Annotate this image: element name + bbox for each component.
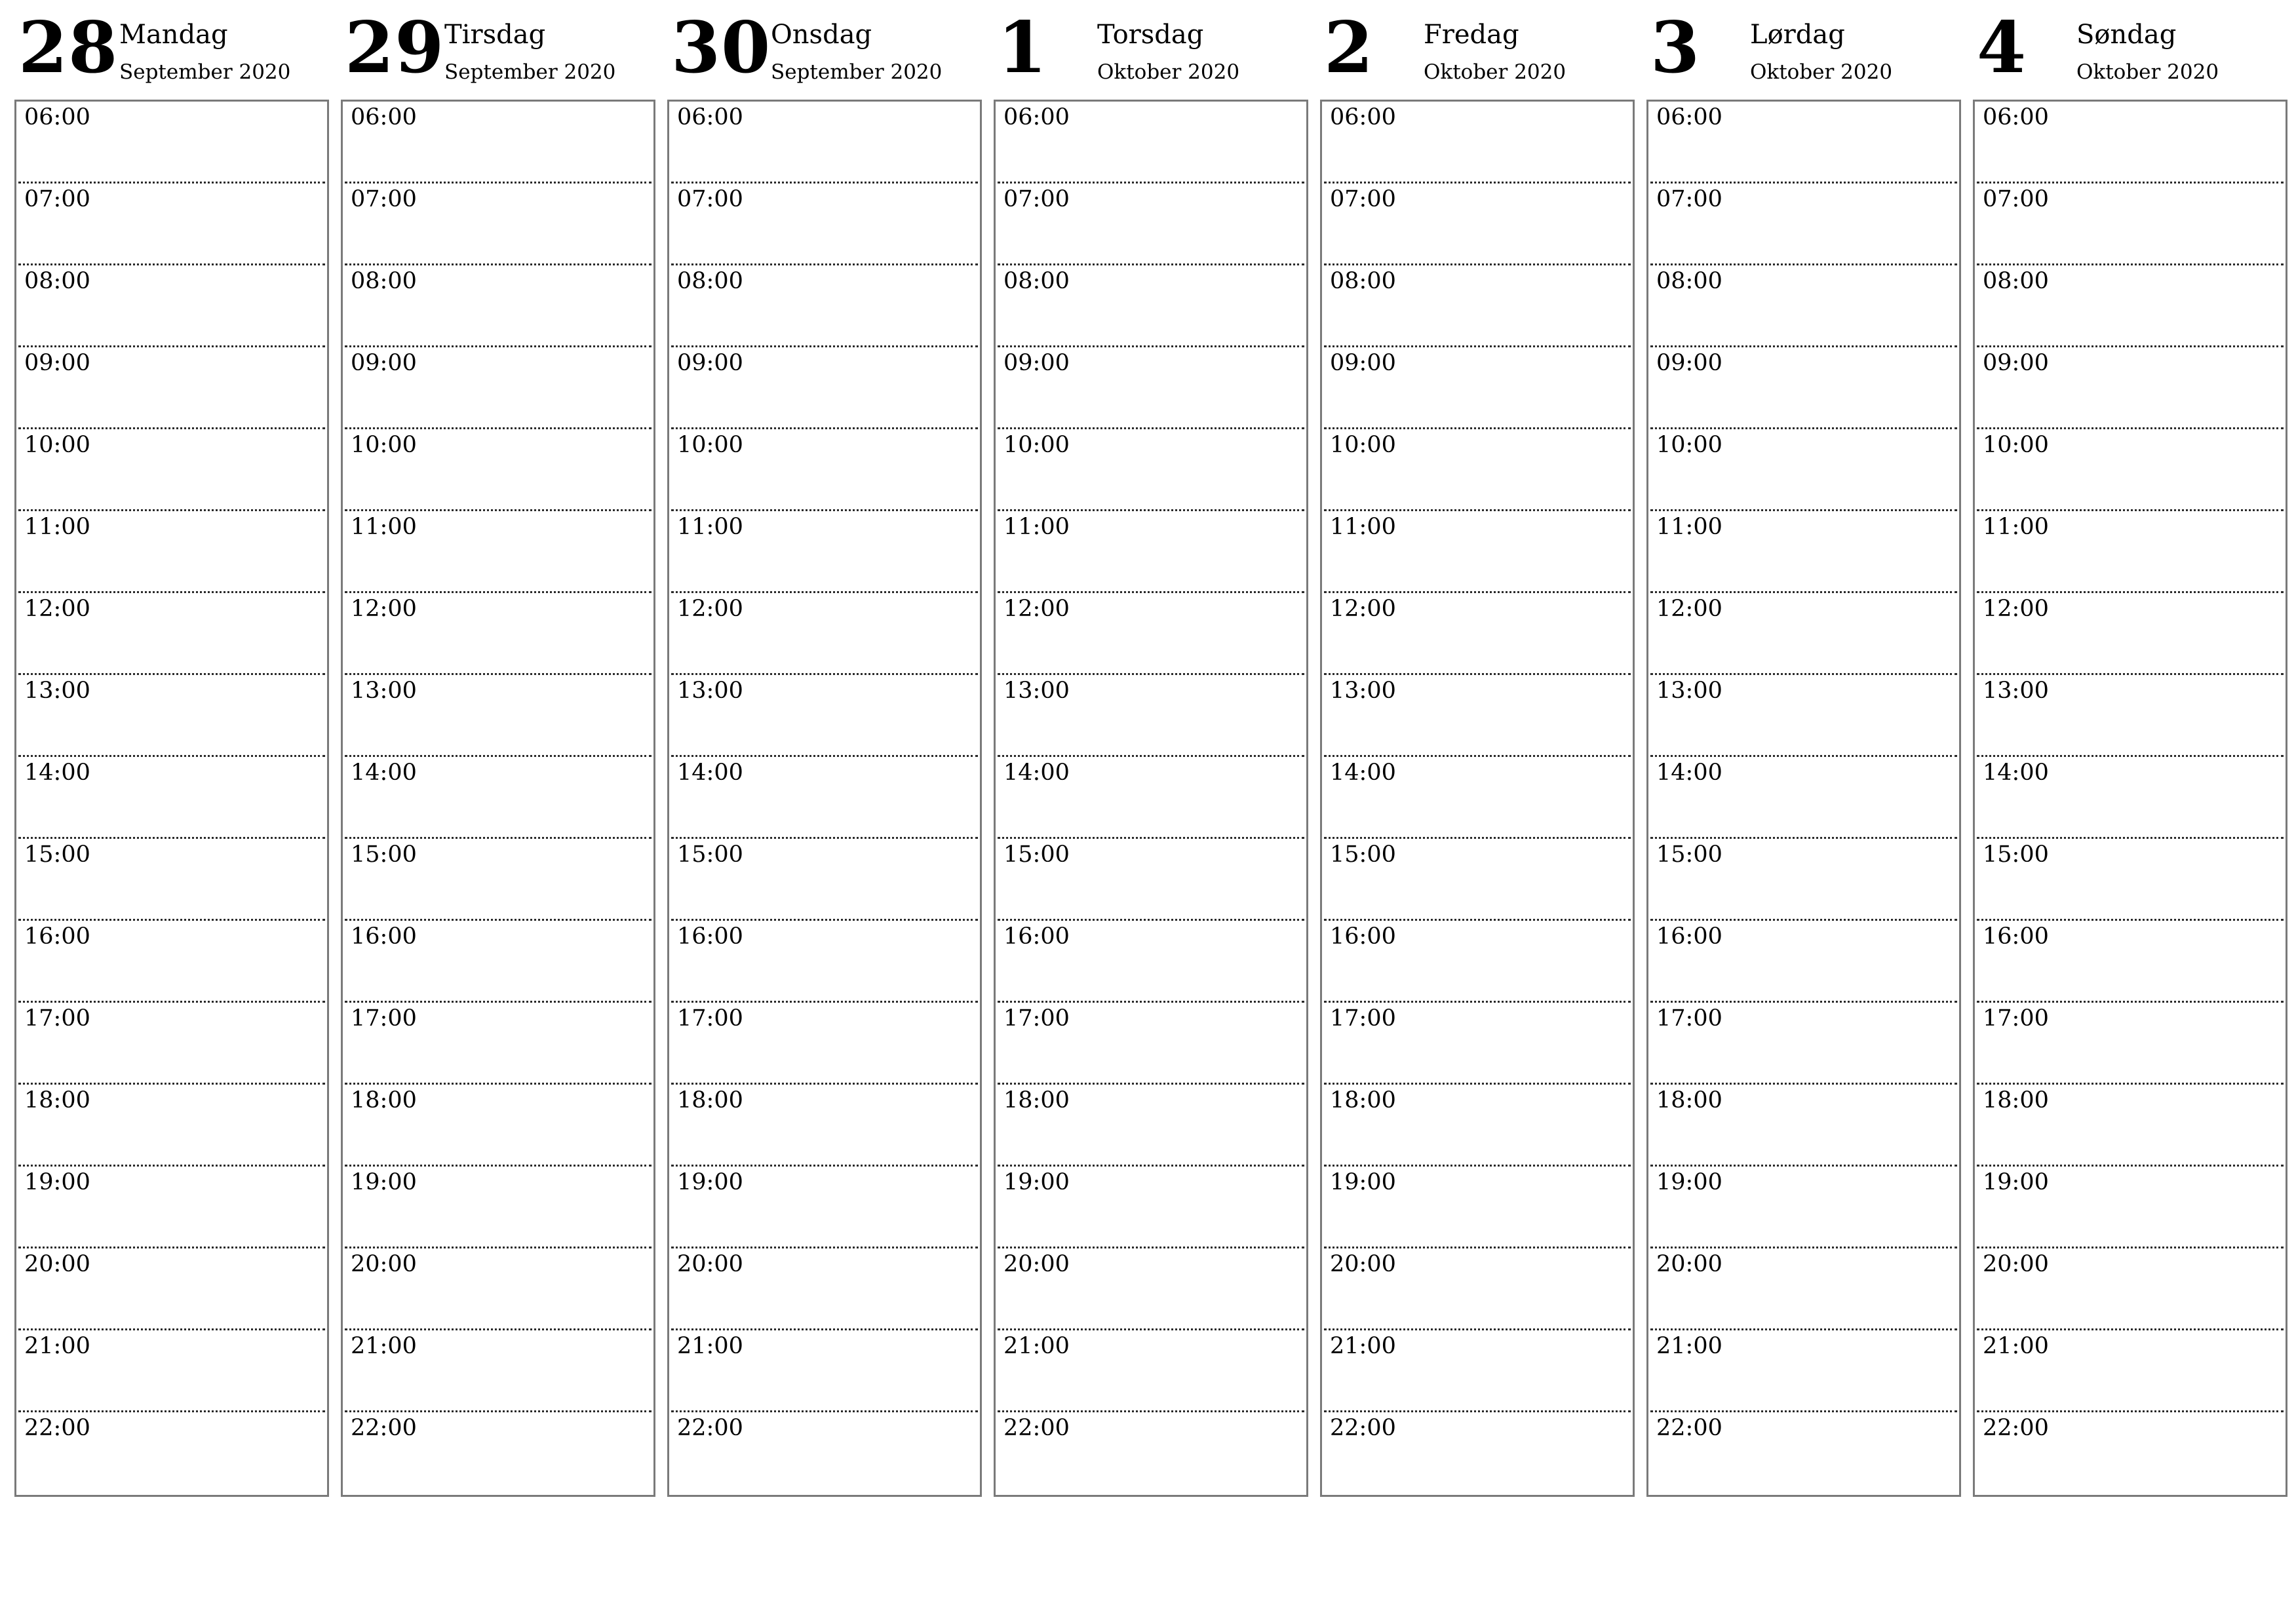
time-slot[interactable] xyxy=(669,921,980,1003)
time-slot[interactable] xyxy=(16,102,327,184)
day-number: 30 xyxy=(671,7,771,89)
time-slot-label: 14:00 xyxy=(24,760,90,786)
time-slot[interactable] xyxy=(1322,511,1633,593)
time-slot-label: 16:00 xyxy=(24,923,90,950)
time-slot-label: 14:00 xyxy=(677,760,743,786)
time-slot[interactable] xyxy=(343,1167,653,1248)
time-slot-label: 09:00 xyxy=(1656,350,1722,376)
time-slot-label: 16:00 xyxy=(1003,923,1070,950)
time-slot-label: 11:00 xyxy=(1656,514,1722,540)
time-slot-label: 10:00 xyxy=(1656,432,1722,458)
time-slot[interactable] xyxy=(1975,1330,2286,1412)
time-slot-label: 19:00 xyxy=(1330,1169,1396,1195)
time-slot-label: 12:00 xyxy=(24,596,90,622)
day-schedule-box xyxy=(1646,100,1961,1497)
time-slot-label: 20:00 xyxy=(677,1251,743,1277)
time-slot-label: 17:00 xyxy=(1003,1005,1070,1032)
time-slot[interactable] xyxy=(1648,102,1959,184)
time-slot[interactable] xyxy=(343,921,653,1003)
time-slot[interactable] xyxy=(1648,593,1959,675)
time-slot[interactable] xyxy=(1648,1412,1959,1494)
time-slot-label: 22:00 xyxy=(1330,1415,1396,1441)
time-slot[interactable] xyxy=(1322,429,1633,511)
day-weekday: Mandag xyxy=(119,20,228,50)
time-slot[interactable] xyxy=(16,429,327,511)
day-header xyxy=(994,0,1307,98)
day-number: 4 xyxy=(1977,7,2027,89)
time-slot-label: 07:00 xyxy=(1003,186,1070,212)
time-slot-label: 08:00 xyxy=(1983,268,2049,294)
time-slot-label: 17:00 xyxy=(677,1005,743,1032)
day-weekday: Tirsdag xyxy=(444,20,546,50)
time-slot-label: 18:00 xyxy=(677,1087,743,1113)
day-schedule-box xyxy=(341,100,655,1497)
time-slot-label: 07:00 xyxy=(351,186,417,212)
time-slot-label: 18:00 xyxy=(1983,1087,2049,1113)
time-slot[interactable] xyxy=(669,1330,980,1412)
time-slot-label: 12:00 xyxy=(351,596,417,622)
time-slot-label: 09:00 xyxy=(1330,350,1396,376)
time-slot-label: 15:00 xyxy=(24,841,90,868)
time-slot[interactable] xyxy=(996,675,1306,757)
time-slot-label: 08:00 xyxy=(1330,268,1396,294)
time-slot[interactable] xyxy=(16,265,327,347)
time-slot[interactable] xyxy=(996,347,1306,429)
time-slot[interactable] xyxy=(1975,1248,2286,1330)
time-slot-label: 09:00 xyxy=(1983,350,2049,376)
time-slot-label: 10:00 xyxy=(1330,432,1396,458)
time-slot[interactable] xyxy=(16,593,327,675)
time-slot-label: 16:00 xyxy=(677,923,743,950)
time-slot-label: 15:00 xyxy=(677,841,743,868)
time-slot-label: 15:00 xyxy=(1330,841,1396,868)
time-slot-label: 12:00 xyxy=(677,596,743,622)
time-slot-label: 16:00 xyxy=(1656,923,1722,950)
day-schedule-box xyxy=(14,100,329,1497)
time-slot[interactable] xyxy=(1648,1003,1959,1085)
time-slot[interactable] xyxy=(996,102,1306,184)
time-slot-label: 20:00 xyxy=(1003,1251,1070,1277)
time-slot-label: 18:00 xyxy=(351,1087,417,1113)
day-month: September 2020 xyxy=(119,60,291,84)
time-slot[interactable] xyxy=(996,1412,1306,1494)
time-slot-label: 19:00 xyxy=(677,1169,743,1195)
time-slot[interactable] xyxy=(1322,102,1633,184)
time-slot[interactable] xyxy=(1648,347,1959,429)
time-slot-label: 07:00 xyxy=(1656,186,1722,212)
time-slot-label: 14:00 xyxy=(351,760,417,786)
time-slot-label: 06:00 xyxy=(1003,104,1070,130)
day-month: Oktober 2020 xyxy=(1750,60,1893,84)
time-slot[interactable] xyxy=(343,1330,653,1412)
time-slot[interactable] xyxy=(1648,757,1959,839)
time-slot-label: 11:00 xyxy=(24,514,90,540)
time-slot[interactable] xyxy=(1648,184,1959,265)
time-slot[interactable] xyxy=(1648,921,1959,1003)
time-slot[interactable] xyxy=(1975,757,2286,839)
time-slot[interactable] xyxy=(996,429,1306,511)
time-slot-label: 06:00 xyxy=(1330,104,1396,130)
time-slot[interactable] xyxy=(343,839,653,921)
time-slot-label: 18:00 xyxy=(1330,1087,1396,1113)
time-slot-label: 14:00 xyxy=(1983,760,2049,786)
time-slot-label: 22:00 xyxy=(1983,1415,2049,1441)
time-slot-label: 21:00 xyxy=(677,1333,743,1359)
time-slot[interactable] xyxy=(16,1412,327,1494)
time-slot-label: 15:00 xyxy=(351,841,417,868)
time-slot[interactable] xyxy=(1322,1003,1633,1085)
time-slot-label: 12:00 xyxy=(1003,596,1070,622)
time-slot[interactable] xyxy=(1975,921,2286,1003)
time-slot[interactable] xyxy=(1322,757,1633,839)
time-slot-label: 07:00 xyxy=(677,186,743,212)
time-slot-label: 21:00 xyxy=(24,1333,90,1359)
time-slot-label: 19:00 xyxy=(24,1169,90,1195)
time-slot-label: 17:00 xyxy=(1656,1005,1722,1032)
time-slot-label: 13:00 xyxy=(24,678,90,704)
time-slot-label: 13:00 xyxy=(1983,678,2049,704)
time-slot[interactable] xyxy=(16,921,327,1003)
time-slot-label: 15:00 xyxy=(1983,841,2049,868)
time-slot[interactable] xyxy=(669,1003,980,1085)
time-slot[interactable] xyxy=(996,1085,1306,1167)
time-slot-label: 08:00 xyxy=(1003,268,1070,294)
time-slot[interactable] xyxy=(996,184,1306,265)
time-slot-label: 20:00 xyxy=(1983,1251,2049,1277)
time-slot[interactable] xyxy=(1648,675,1959,757)
time-slot-label: 11:00 xyxy=(351,514,417,540)
time-slot[interactable] xyxy=(996,1003,1306,1085)
time-slot-label: 09:00 xyxy=(677,350,743,376)
time-slot-label: 21:00 xyxy=(1983,1333,2049,1359)
time-slot[interactable] xyxy=(1648,511,1959,593)
time-slot-label: 10:00 xyxy=(24,432,90,458)
time-slot[interactable] xyxy=(1322,593,1633,675)
time-slot[interactable] xyxy=(16,1330,327,1412)
day-weekday: Torsdag xyxy=(1097,20,1204,50)
time-slot-label: 07:00 xyxy=(1983,186,2049,212)
time-slot[interactable] xyxy=(1322,184,1633,265)
day-number: 3 xyxy=(1650,7,1701,89)
time-slot[interactable] xyxy=(16,675,327,757)
day-number: 29 xyxy=(345,7,445,89)
time-slot-label: 13:00 xyxy=(677,678,743,704)
day-weekday: Onsdag xyxy=(771,20,872,50)
time-slot[interactable] xyxy=(1648,1085,1959,1167)
time-slot[interactable] xyxy=(1322,1412,1633,1494)
time-slot-label: 22:00 xyxy=(677,1415,743,1441)
time-slot[interactable] xyxy=(1975,1167,2286,1248)
time-slot[interactable] xyxy=(1322,265,1633,347)
day-month: September 2020 xyxy=(771,60,943,84)
day-schedule-box xyxy=(994,100,1308,1497)
time-slot[interactable] xyxy=(16,1085,327,1167)
time-slot[interactable] xyxy=(996,593,1306,675)
day-schedule-box xyxy=(1320,100,1635,1497)
time-slot-label: 20:00 xyxy=(24,1251,90,1277)
time-slot[interactable] xyxy=(343,265,653,347)
time-slot[interactable] xyxy=(1975,593,2286,675)
time-slot[interactable] xyxy=(16,347,327,429)
time-slot-label: 15:00 xyxy=(1656,841,1722,868)
time-slot[interactable] xyxy=(996,1330,1306,1412)
day-weekday: Søndag xyxy=(2076,20,2177,50)
time-slot-label: 20:00 xyxy=(1656,1251,1722,1277)
time-slot-label: 06:00 xyxy=(24,104,90,130)
day-number: 28 xyxy=(18,7,119,89)
time-slot-label: 13:00 xyxy=(1003,678,1070,704)
time-slot[interactable] xyxy=(669,757,980,839)
time-slot-label: 06:00 xyxy=(1983,104,2049,130)
time-slot-label: 22:00 xyxy=(1656,1415,1722,1441)
time-slot-label: 21:00 xyxy=(1656,1333,1722,1359)
time-slot-label: 11:00 xyxy=(1330,514,1396,540)
time-slot-label: 18:00 xyxy=(1656,1087,1722,1113)
time-slot-label: 09:00 xyxy=(24,350,90,376)
time-slot-label: 21:00 xyxy=(351,1333,417,1359)
time-slot[interactable] xyxy=(669,593,980,675)
time-slot-label: 17:00 xyxy=(1330,1005,1396,1032)
time-slot[interactable] xyxy=(1322,1330,1633,1412)
time-slot-label: 19:00 xyxy=(351,1169,417,1195)
time-slot[interactable] xyxy=(343,1003,653,1085)
time-slot-label: 16:00 xyxy=(1983,923,2049,950)
time-slot-label: 22:00 xyxy=(1003,1415,1070,1441)
time-slot-label: 17:00 xyxy=(24,1005,90,1032)
time-slot-label: 07:00 xyxy=(24,186,90,212)
day-number: 1 xyxy=(998,7,1048,89)
time-slot[interactable] xyxy=(343,593,653,675)
day-weekday: Lørdag xyxy=(1750,20,1845,50)
time-slot[interactable] xyxy=(1322,921,1633,1003)
time-slot[interactable] xyxy=(996,1167,1306,1248)
day-month: Oktober 2020 xyxy=(2076,60,2219,84)
time-slot[interactable] xyxy=(1975,347,2286,429)
time-slot[interactable] xyxy=(669,1085,980,1167)
time-slot-label: 08:00 xyxy=(1656,268,1722,294)
time-slot[interactable] xyxy=(1648,265,1959,347)
time-slot[interactable] xyxy=(1975,839,2286,921)
time-slot-label: 06:00 xyxy=(1656,104,1722,130)
time-slot[interactable] xyxy=(343,675,653,757)
time-slot-label: 17:00 xyxy=(1983,1005,2049,1032)
time-slot[interactable] xyxy=(16,1167,327,1248)
time-slot-label: 12:00 xyxy=(1330,596,1396,622)
time-slot[interactable] xyxy=(16,1248,327,1330)
time-slot[interactable] xyxy=(1648,1248,1959,1330)
time-slot[interactable] xyxy=(669,511,980,593)
time-slot[interactable] xyxy=(1648,429,1959,511)
day-header xyxy=(14,0,328,98)
time-slot[interactable] xyxy=(1322,839,1633,921)
time-slot[interactable] xyxy=(1975,675,2286,757)
time-slot[interactable] xyxy=(1975,1085,2286,1167)
time-slot[interactable] xyxy=(1322,1167,1633,1248)
day-header xyxy=(667,0,981,98)
time-slot[interactable] xyxy=(1322,1248,1633,1330)
time-slot[interactable] xyxy=(1648,1167,1959,1248)
time-slot-label: 19:00 xyxy=(1983,1169,2049,1195)
time-slot[interactable] xyxy=(996,839,1306,921)
time-slot[interactable] xyxy=(669,1248,980,1330)
time-slot[interactable] xyxy=(669,1412,980,1494)
time-slot-label: 07:00 xyxy=(1330,186,1396,212)
time-slot[interactable] xyxy=(343,1085,653,1167)
time-slot-label: 11:00 xyxy=(677,514,743,540)
time-slot[interactable] xyxy=(343,1412,653,1494)
time-slot-label: 18:00 xyxy=(1003,1087,1070,1113)
day-header xyxy=(1646,0,1960,98)
time-slot-label: 21:00 xyxy=(1003,1333,1070,1359)
time-slot[interactable] xyxy=(669,347,980,429)
time-slot[interactable] xyxy=(669,839,980,921)
time-slot-label: 10:00 xyxy=(1983,432,2049,458)
day-month: September 2020 xyxy=(444,60,616,84)
time-slot[interactable] xyxy=(343,511,653,593)
time-slot[interactable] xyxy=(669,102,980,184)
time-slot-label: 13:00 xyxy=(1330,678,1396,704)
day-schedule-box xyxy=(1973,100,2287,1497)
time-slot-label: 17:00 xyxy=(351,1005,417,1032)
time-slot[interactable] xyxy=(1975,1003,2286,1085)
time-slot[interactable] xyxy=(16,511,327,593)
day-schedule-box xyxy=(667,100,982,1497)
time-slot[interactable] xyxy=(669,265,980,347)
time-slot[interactable] xyxy=(16,839,327,921)
time-slot-label: 06:00 xyxy=(351,104,417,130)
time-slot[interactable] xyxy=(1648,839,1959,921)
time-slot-label: 19:00 xyxy=(1656,1169,1722,1195)
time-slot[interactable] xyxy=(343,184,653,265)
time-slot-label: 20:00 xyxy=(351,1251,417,1277)
day-weekday: Fredag xyxy=(1424,20,1519,50)
time-slot-label: 11:00 xyxy=(1983,514,2049,540)
time-slot-label: 10:00 xyxy=(351,432,417,458)
time-slot-label: 13:00 xyxy=(351,678,417,704)
time-slot[interactable] xyxy=(343,102,653,184)
time-slot[interactable] xyxy=(1322,347,1633,429)
time-slot-label: 08:00 xyxy=(24,268,90,294)
time-slot[interactable] xyxy=(343,347,653,429)
time-slot[interactable] xyxy=(1975,184,2286,265)
time-slot-label: 14:00 xyxy=(1003,760,1070,786)
time-slot-label: 15:00 xyxy=(1003,841,1070,868)
time-slot[interactable] xyxy=(1975,1412,2286,1494)
time-slot[interactable] xyxy=(1975,429,2286,511)
time-slot[interactable] xyxy=(996,265,1306,347)
time-slot[interactable] xyxy=(16,1003,327,1085)
time-slot[interactable] xyxy=(343,757,653,839)
time-slot-label: 16:00 xyxy=(351,923,417,950)
time-slot[interactable] xyxy=(1975,511,2286,593)
time-slot-label: 06:00 xyxy=(677,104,743,130)
time-slot[interactable] xyxy=(996,757,1306,839)
time-slot[interactable] xyxy=(669,184,980,265)
time-slot[interactable] xyxy=(16,184,327,265)
time-slot[interactable] xyxy=(1322,1085,1633,1167)
time-slot-label: 12:00 xyxy=(1983,596,2049,622)
time-slot[interactable] xyxy=(343,1248,653,1330)
time-slot[interactable] xyxy=(1975,265,2286,347)
time-slot[interactable] xyxy=(16,757,327,839)
time-slot-label: 13:00 xyxy=(1656,678,1722,704)
time-slot[interactable] xyxy=(996,921,1306,1003)
time-slot[interactable] xyxy=(669,429,980,511)
time-slot[interactable] xyxy=(1975,102,2286,184)
time-slot[interactable] xyxy=(343,429,653,511)
day-header xyxy=(341,0,654,98)
time-slot[interactable] xyxy=(669,1167,980,1248)
time-slot-label: 11:00 xyxy=(1003,514,1070,540)
time-slot-label: 21:00 xyxy=(1330,1333,1396,1359)
time-slot-label: 22:00 xyxy=(351,1415,417,1441)
time-slot[interactable] xyxy=(1648,1330,1959,1412)
day-number: 2 xyxy=(1324,7,1374,89)
time-slot-label: 09:00 xyxy=(351,350,417,376)
day-header xyxy=(1320,0,1633,98)
time-slot-label: 10:00 xyxy=(677,432,743,458)
time-slot-label: 10:00 xyxy=(1003,432,1070,458)
time-slot-label: 08:00 xyxy=(351,268,417,294)
time-slot-label: 09:00 xyxy=(1003,350,1070,376)
time-slot-label: 16:00 xyxy=(1330,923,1396,950)
time-slot[interactable] xyxy=(996,1248,1306,1330)
day-month: Oktober 2020 xyxy=(1097,60,1240,84)
time-slot-label: 20:00 xyxy=(1330,1251,1396,1277)
time-slot-label: 22:00 xyxy=(24,1415,90,1441)
day-month: Oktober 2020 xyxy=(1424,60,1566,84)
time-slot-label: 12:00 xyxy=(1656,596,1722,622)
day-header xyxy=(1973,0,2286,98)
time-slot[interactable] xyxy=(996,511,1306,593)
time-slot-label: 14:00 xyxy=(1656,760,1722,786)
time-slot[interactable] xyxy=(669,675,980,757)
time-slot[interactable] xyxy=(1322,675,1633,757)
time-slot-label: 08:00 xyxy=(677,268,743,294)
time-slot-label: 19:00 xyxy=(1003,1169,1070,1195)
time-slot-label: 18:00 xyxy=(24,1087,90,1113)
time-slot-label: 14:00 xyxy=(1330,760,1396,786)
